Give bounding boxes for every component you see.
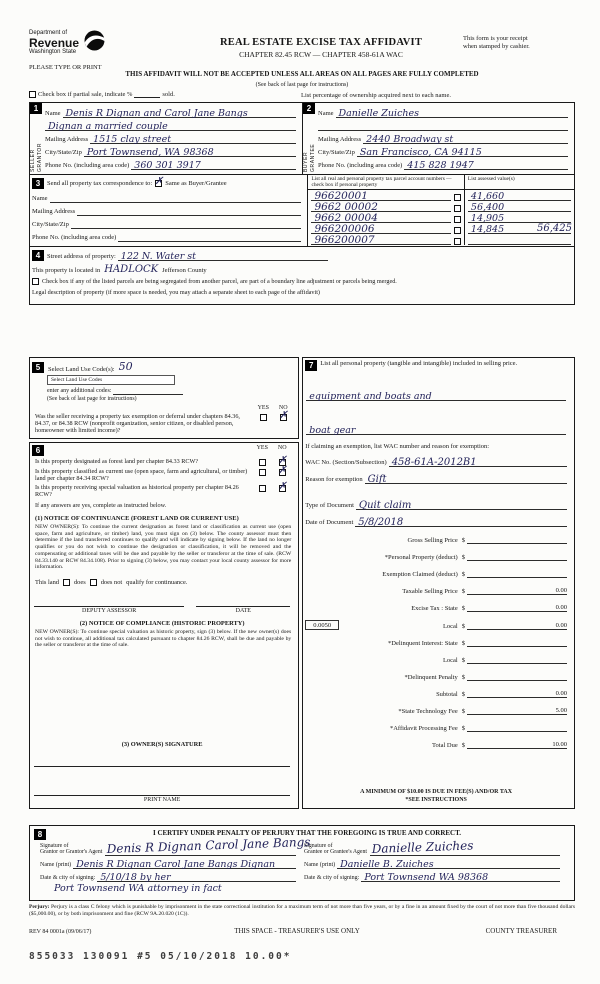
money-value: 0.00: [555, 603, 567, 611]
located-city-value: HADLOCK: [104, 264, 159, 275]
owners-signature-line[interactable]: [34, 754, 290, 767]
section-buyer: [302, 103, 574, 174]
dept-line1: Department of: [29, 30, 68, 36]
assessed-value: 41,660: [470, 191, 505, 202]
corr-phone-field[interactable]: [118, 230, 301, 242]
local-rate-box: 0.0050: [305, 620, 339, 630]
money-label: Exemption Claimed (deduct): [382, 570, 458, 578]
send-correspondence-label: Send all property tax correspondence to:: [47, 180, 153, 187]
section8-number: 8: [34, 829, 46, 840]
dept-line3: Washington State: [29, 49, 77, 55]
seller-address-field[interactable]: [90, 132, 296, 144]
county-treasurer-label: COUNTY TREASURER: [485, 927, 557, 935]
delinquent-interest-state-field[interactable]: [467, 638, 567, 647]
section5-number: 5: [32, 362, 44, 373]
money-label: *Affidavit Processing Fee: [389, 724, 458, 732]
grantee-date-city-value: Port Townsend WA 98368: [364, 872, 489, 883]
deputy-date-line[interactable]: [196, 606, 290, 614]
grantor-signature-block: [38, 834, 312, 894]
grantor-signature-field[interactable]: [105, 834, 312, 856]
dollar-sign: $: [461, 656, 465, 664]
section7-number: 7: [305, 360, 317, 371]
dollar-sign: $: [461, 622, 465, 630]
buyer-address-value: 2440 Broadway st: [366, 134, 454, 145]
personal-property-checkbox[interactable]: [454, 227, 461, 234]
land-use-code-value: 50: [118, 360, 133, 373]
grantor-side-word: GRANTOR: [37, 142, 43, 172]
doc-date-field[interactable]: [355, 515, 567, 527]
money-label: Local: [442, 622, 458, 630]
personal-property-value-1: equipment and boats and: [309, 391, 432, 402]
deferral-question: Was the seller receiving a property tax exemption or deferral under chapters 84.36, 84.37, or 84.38 RCW (nonprofit organization, senior citizen, or disabled person, homeowner with limited income)?: [35, 413, 240, 434]
form-header: [29, 30, 575, 100]
segregated-checkbox[interactable]: [32, 278, 39, 285]
assessed-value-field[interactable]: [468, 190, 571, 201]
grantor-signature-value: Denis R Dignan Carol Jane Bangs: [106, 834, 312, 856]
personal-property-value-2: boat gear: [309, 424, 356, 436]
grantee-date-city-field[interactable]: [361, 870, 560, 882]
dollar-sign: $: [461, 604, 465, 612]
dollar-sign: $: [461, 673, 465, 681]
grantor-name-print-field[interactable]: [73, 857, 296, 869]
title-block: [179, 30, 463, 59]
no-header: NO: [278, 405, 288, 411]
money-value: 10.00: [552, 740, 567, 748]
grantee-name-print-field[interactable]: [337, 857, 560, 869]
assessed-values-header: List assessed value(s): [467, 176, 515, 182]
located-county-value: Jefferson County: [162, 267, 207, 274]
same-as-buyer-checkmark: ✗: [154, 175, 164, 187]
treasurer-space-label: THIS SPACE - TREASURER'S USE ONLY: [234, 927, 360, 935]
wac-value: 458-61A-2012B1: [391, 456, 477, 468]
doc-type-value: Quit claim: [358, 499, 412, 511]
seller-city-label: City/State/Zip: [45, 149, 82, 156]
receipt-line2: when stamped by cashier.: [463, 43, 530, 50]
money-row-gross: [305, 535, 567, 544]
print-name-label: PRINT NAME: [143, 797, 181, 803]
money-label: Total Due: [432, 741, 458, 749]
this-land-label: This land: [35, 578, 59, 586]
money-row-total: [305, 740, 567, 749]
yes-header: YES: [257, 405, 269, 411]
excise-tax-state-field[interactable]: [467, 603, 567, 612]
buyer-name-value: Danielle Zuiches: [338, 108, 420, 119]
land-use-select[interactable]: Select Land Use Codes: [47, 375, 175, 385]
section4-number: 4: [32, 250, 44, 261]
parcel-column: [307, 175, 574, 246]
personal-property-label: List all personal property (tangible and intangible) included in selling price.: [320, 360, 518, 367]
reason-label: Reason for exemption: [305, 475, 363, 483]
grantor-date-city-value: 5/10/18 by her: [100, 872, 171, 883]
corr-name-field[interactable]: [50, 191, 302, 203]
money-value: 5.00: [555, 706, 567, 714]
yes-header-2: YES: [256, 445, 268, 451]
deferral-yes-checkbox[interactable]: [260, 414, 267, 421]
section6-number: 6: [32, 445, 44, 456]
correspondence-column: [30, 175, 307, 246]
same-as-buyer-label: Same as Buyer/Grantee: [165, 180, 227, 187]
affidavit-processing-fee-field[interactable]: [467, 723, 567, 732]
assessed-value-field[interactable]: [468, 234, 571, 245]
buyer-address-field[interactable]: [363, 132, 568, 144]
middle-columns: [29, 357, 575, 809]
section-seller: [30, 103, 302, 174]
grantor-name-print-label: Name (print): [40, 862, 72, 868]
form-footer: [29, 927, 575, 935]
ownership-percentage-note: List percentage of ownership acquired next to each name.: [301, 92, 451, 99]
money-label: Excise Tax : State: [411, 604, 458, 612]
deputy-assessor-signature-line[interactable]: [34, 606, 184, 614]
signature-of-label: Signature of: [304, 842, 333, 849]
delinquent-penalty-field[interactable]: [467, 672, 567, 681]
reason-field[interactable]: [365, 472, 567, 484]
buyer-address-label: Mailing Address: [318, 136, 362, 143]
dollar-sign: $: [461, 553, 465, 561]
assessed-value-field[interactable]: [468, 201, 571, 212]
total-due-field[interactable]: [467, 740, 567, 749]
dollar-sign: $: [461, 707, 465, 715]
minimum-due-note: A MINIMUM OF $10.00 IS DUE IN FEE(S) AND/OR TAX: [360, 789, 513, 795]
does-label: does: [73, 578, 86, 586]
partial-sale-checkbox[interactable]: [29, 91, 36, 98]
forest-yes-checkbox[interactable]: [259, 459, 266, 466]
corr-address-field[interactable]: [77, 204, 301, 216]
additional-codes-label: enter any additional codes:: [47, 388, 112, 394]
money-row-local: [305, 620, 567, 630]
parcel-number-value: 9662 00004: [314, 212, 378, 224]
forest-no-checkmark: ✗: [278, 454, 287, 466]
parcel-number-field[interactable]: [311, 201, 450, 212]
legal-description-label: Legal description of property (if more space is needed, you may attach a separate sheet to each page of the affidavit): [32, 289, 320, 296]
dollar-sign: $: [461, 587, 465, 595]
delinquent-interest-local-field[interactable]: [467, 655, 567, 664]
dollar-sign: $: [461, 741, 465, 749]
seller-address-label: Mailing Address: [45, 136, 89, 143]
dor-logo-text: [29, 30, 79, 56]
parcel-number-field[interactable]: [311, 234, 450, 245]
partial-sale-sold-label: sold.: [162, 91, 175, 98]
right-column: [299, 357, 575, 809]
grantor-date-city-label: Date & city of signing:: [40, 875, 96, 881]
money-row-delinq-int-state: [305, 638, 567, 647]
seller-name-label: Name: [45, 110, 61, 117]
segregated-label: Check box if any of the listed parcels are being segregated from another parcel, are part of a boundary line adjustment or parcels being merged.: [42, 278, 397, 285]
money-label: Subtotal: [436, 690, 458, 698]
dollar-sign: $: [461, 724, 465, 732]
buyer-phone-label: Phone No. (including area code): [318, 162, 403, 169]
deputy-assessor-label: DEPUTY ASSESSOR: [82, 607, 137, 614]
historic-question: Is this property receiving special valuation as historical property per chapter 84.26 RCW?: [35, 484, 239, 498]
buyer-phone-value: 415 828 1947: [407, 160, 474, 171]
parcel-number-field[interactable]: [311, 190, 450, 201]
dollar-sign: $: [461, 690, 465, 698]
money-row-subtotal: [305, 689, 567, 698]
money-row-exem: [305, 569, 567, 578]
parcel-row: [308, 223, 574, 234]
parcel-row: [308, 212, 574, 223]
parcel-row: [308, 201, 574, 212]
buyer-name-field[interactable]: [336, 106, 568, 118]
personal-property-checkbox[interactable]: [454, 216, 461, 223]
see-instructions-note: *SEE INSTRUCTIONS: [405, 797, 467, 803]
notice-continuance-text: NEW OWNER(S): To continue the current designation as forest land or classification as current use (open space, farm and agriculture, or timber) land, you must sign on (3) below. The county assessor must then determine if the land transferred continues to qualify and will indicate by signing below. If the land no longer qualifies or you do not wish to continue the designation or classification, it will be removed and the compensating or additional taxes will be due and payable by the seller or transferor at the time of sale. (RCW 84.33.140 or RCW 84.34.108). Prior to signing (3) below, you may contact your local county assessor for more information.: [35, 524, 292, 571]
money-label: *State Technology Fee: [398, 707, 458, 715]
parcel-number-value: 96620001: [314, 190, 368, 202]
dept-line2: Revenue: [29, 36, 80, 50]
street-address-field[interactable]: [118, 249, 328, 261]
section-property-location: [30, 246, 574, 304]
personal-property-field-1[interactable]: [306, 368, 566, 402]
deferral-no-checkbox[interactable]: [279, 409, 288, 421]
cashier-stamp: 855033 130091 #5 05/10/2018 10.00*: [29, 951, 292, 962]
see-back-note-2: (See back of last page for instructions): [47, 396, 137, 402]
dor-logo: [29, 30, 179, 56]
subtotal-field[interactable]: [467, 689, 567, 698]
parties-property-box: [29, 102, 575, 305]
left-column: [29, 357, 299, 809]
section3-number: 3: [32, 178, 44, 189]
grantee-name-print-label: Name (print): [304, 862, 336, 868]
does-not-checkbox[interactable]: [90, 579, 97, 586]
buyer-grantee-side-label: [303, 117, 316, 172]
warning-row: [29, 63, 575, 81]
parcel-row: [308, 234, 574, 245]
gross-selling-price-field[interactable]: [467, 535, 567, 544]
no-header-2: NO: [277, 445, 287, 451]
please-type-or-print: PLEASE TYPE OR PRINT: [29, 64, 102, 71]
money-label: *Delinquent Penalty: [404, 673, 458, 681]
grantee-signature-block: [302, 837, 566, 894]
parcel-number-field[interactable]: [311, 223, 450, 234]
buyer-side-word: BUYER: [303, 151, 309, 172]
same-as-buyer-checkbox[interactable]: [154, 175, 164, 187]
state-technology-fee-field[interactable]: [467, 706, 567, 715]
section-land-use: [29, 357, 299, 439]
buyer-city-value: San Francisco, CA 94115: [359, 147, 482, 158]
assessed-value: 56,400: [470, 202, 505, 213]
partial-sale-percent-field[interactable]: [134, 91, 160, 98]
money-row-taxable: [305, 586, 567, 595]
seller-name-value: Denis R Dignan and Carol Jane Bangs: [65, 108, 248, 119]
grantor-agent-label: Grantor or Grantor's Agent: [40, 849, 103, 856]
receipt-note: [463, 30, 575, 51]
grantee-side-word: GRANTEE: [310, 143, 316, 172]
street-address-value: 122 N. Water st: [120, 251, 196, 262]
does-checkbox[interactable]: [63, 579, 70, 586]
seller-address-value: 1515 clay street: [93, 134, 172, 145]
seller-phone-field[interactable]: [131, 158, 296, 170]
section-certification: [29, 825, 575, 901]
historic-no-checkmark: ✗: [278, 480, 287, 492]
perjury-text: Perjury is a class C felony which is punishable by imprisonment in the state correctional institution for a maximum term of not more than five years, or by a fine in an amount fixed by the court of not more than five thousand dollars ($5,000.00), or by both imprisonment and fine (RCW 9A.20.020 (1C)).: [29, 904, 576, 917]
dollar-sign: $: [461, 536, 465, 544]
certify-statement: I CERTIFY UNDER PENALTY OF PERJURY THAT THE FOREGOING IS TRUE AND CORRECT.: [152, 829, 461, 837]
money-row-delinq-penalty: [305, 672, 567, 681]
land-use-code-label: Select Land Use Code(s):: [48, 366, 115, 373]
taxable-selling-price-field[interactable]: [467, 586, 567, 595]
seller-phone-label: Phone No. (including area code): [45, 162, 130, 169]
buyer-name-label: Name: [318, 110, 334, 117]
historic-no-checkbox[interactable]: [278, 480, 287, 492]
perjury-statement: [29, 904, 575, 917]
money-label: Taxable Selling Price: [402, 587, 458, 595]
seller-city-field[interactable]: [84, 145, 296, 157]
section2-number: 2: [303, 103, 315, 114]
additional-codes-field[interactable]: [113, 386, 183, 395]
notice-compliance-text: NEW OWNER(S): To continue special valuation as historic property, sign (3) below. If the new owner(s) does not wish to continue, all additional tax calculated pursuant to chapter 84.26 RCW, shall be due and payable by the seller or transferor at the time of sale.: [35, 628, 292, 649]
money-label: *Personal Property (deduct): [384, 553, 458, 561]
doc-date-value: 5/8/2018: [358, 516, 404, 528]
grantee-name-print-value: Danielle B. Zuiches: [340, 859, 434, 870]
deferral-no-checkmark: ✗: [279, 409, 288, 421]
wac-label: WAC No. (Section/Subsection): [305, 458, 387, 466]
assessed-value: 14,845: [470, 224, 505, 235]
current-use-no-checkbox[interactable]: [278, 464, 287, 476]
located-in-label: This property is located in: [32, 267, 101, 274]
buyer-city-label: City/State/Zip: [318, 149, 355, 156]
wac-field[interactable]: [389, 455, 567, 467]
form-title: REAL ESTATE EXCISE TAX AFFIDAVIT: [219, 37, 423, 48]
seller-grantor-side-label: [30, 117, 43, 172]
form-chapter: CHAPTER 82.45 RCW — CHAPTER 458-61A WAC: [239, 50, 403, 59]
receipt-line1: This form is your receipt: [463, 35, 528, 42]
deputy-date-label: DATE: [235, 607, 251, 614]
money-row-excise-state: [305, 603, 567, 612]
assessed-value-extra: 56,425: [536, 223, 572, 234]
corr-name-label: Name: [32, 195, 48, 202]
owners-print-name-line[interactable]: [34, 783, 290, 796]
doc-date-label: Date of Document: [305, 518, 354, 526]
section1-number: 1: [30, 103, 42, 114]
personal-property-checkbox[interactable]: [454, 205, 461, 212]
money-label: Local: [442, 656, 458, 664]
seller-name-value-2: Dignan a married couple: [48, 121, 168, 132]
notice-continuance-title: (1) NOTICE OF CONTINUANCE (FOREST LAND OR CURRENT USE): [35, 515, 239, 522]
money-row-tech-fee: [305, 706, 567, 715]
notice-compliance-title: (2) NOTICE OF COMPLIANCE (HISTORIC PROPERTY): [79, 619, 245, 627]
section-correspondence-parcels: [30, 174, 574, 246]
seller-name-field-2[interactable]: [45, 119, 296, 131]
parcel-number-value: 9662 00002: [314, 201, 378, 213]
exemption-intro: If claiming an exemption, list WAC number and reason for exemption:: [305, 442, 490, 450]
see-back-note: (See back of last page for instructions): [255, 82, 349, 88]
perjury-label: Perjury:: [29, 904, 50, 910]
parcel-number-field[interactable]: [311, 212, 450, 223]
rev-number: REV 84 0001a (09/06/17): [29, 929, 92, 935]
assessed-value: 14,905: [470, 213, 505, 224]
section-sale-details: [302, 357, 575, 809]
section-classification: [29, 442, 299, 809]
buyer-name-field-2[interactable]: [318, 119, 568, 131]
street-address-label: Street address of property:: [47, 253, 116, 260]
parcel-number-value: 966200006: [314, 223, 375, 235]
personal-property-checkbox[interactable]: [454, 238, 461, 245]
grantor-signature-label: [40, 843, 105, 856]
parcel-row: [308, 190, 574, 201]
doc-type-field[interactable]: [356, 498, 567, 510]
current-use-yes-checkbox[interactable]: [259, 469, 266, 476]
grantee-signature-label: [304, 843, 370, 856]
reason-value: Gift: [367, 473, 387, 485]
parcel-numbers-header: List all real and personal property tax parcel account numbers — check box if personal property: [308, 175, 464, 189]
forest-land-question: Is this property designated as forest land per chapter 84.33 RCW?: [35, 458, 199, 465]
parcel-number-value: 966200007: [314, 234, 375, 246]
if-yes-note: If any answers are yes, complete as instructed below.: [35, 502, 167, 509]
buyer-phone-field[interactable]: [404, 158, 568, 170]
signature-of-label: Signature of: [40, 842, 69, 849]
personal-property-field-2[interactable]: [306, 401, 566, 435]
warning-text: THIS AFFIDAVIT WILL NOT BE ACCEPTED UNLESS ALL AREAS ON ALL PAGES ARE FULLY COMPLETED: [125, 70, 479, 78]
grantor-date-city-field[interactable]: [97, 870, 296, 882]
dor-swoosh-icon: [84, 30, 105, 51]
seller-city-value: Port Townsend, WA 98368: [86, 147, 214, 158]
grantor-name-print-value: Denis R Dignan Carol Jane Bangs Dignan: [76, 859, 276, 870]
buyer-city-field[interactable]: [357, 145, 568, 157]
money-label: Gross Selling Price: [407, 536, 458, 544]
money-value: 0.00: [555, 621, 567, 629]
money-value: 0.00: [555, 689, 567, 697]
money-row-processing-fee: [305, 723, 567, 732]
dollar-sign: $: [461, 639, 465, 647]
money-value: 0.00: [555, 586, 567, 594]
corr-phone-label: Phone No. (including area code): [32, 234, 117, 241]
grantee-signature-field[interactable]: [370, 840, 560, 856]
seller-side-word: SELLER: [30, 149, 36, 172]
grantee-date-city-label: Date & city of signing:: [304, 875, 360, 881]
money-label: *Delinquent Interest: State: [388, 639, 458, 647]
excise-tax-local-field[interactable]: [467, 621, 567, 630]
doc-type-label: Type of Document: [305, 501, 354, 509]
corr-city-label: City/State/Zip: [32, 221, 69, 228]
seller-phone-value: 360 301 3917: [134, 160, 201, 171]
dollar-sign: $: [461, 570, 465, 578]
grantee-signature-value: Danielle Zuiches: [371, 838, 474, 856]
historic-yes-checkbox[interactable]: [259, 485, 266, 492]
does-not-label: does not: [100, 578, 123, 586]
exemption-claimed-field[interactable]: [467, 569, 567, 578]
current-use-no-checkmark: ✗: [278, 464, 287, 476]
corr-address-label: Mailing Address: [32, 208, 76, 215]
personal-property-checkbox[interactable]: [454, 194, 461, 201]
partial-sale-label: Check box if partial sale, indicate %: [38, 91, 133, 98]
grantee-agent-label: Grantee or Grantee's Agent: [304, 849, 368, 856]
seller-name-field[interactable]: [63, 106, 296, 118]
owners-signature-title: (3) OWNER(S) SIGNATURE: [121, 741, 203, 748]
money-row-delinq-int-local: [305, 655, 567, 664]
qualify-label: qualify for continuance.: [126, 578, 188, 586]
money-row-personal: [305, 552, 567, 561]
personal-property-deduct-field[interactable]: [467, 552, 567, 561]
grantor-date-city-value-2: Port Townsend WA attorney in fact: [54, 883, 222, 894]
partial-sale-row: [29, 91, 575, 100]
current-use-question: Is this property classified as current use (open space, farm and agricultural, or timber) land per chapter 84.34 RCW?: [35, 468, 248, 482]
assessed-value-field[interactable]: [468, 212, 571, 223]
corr-city-field[interactable]: [71, 217, 302, 229]
